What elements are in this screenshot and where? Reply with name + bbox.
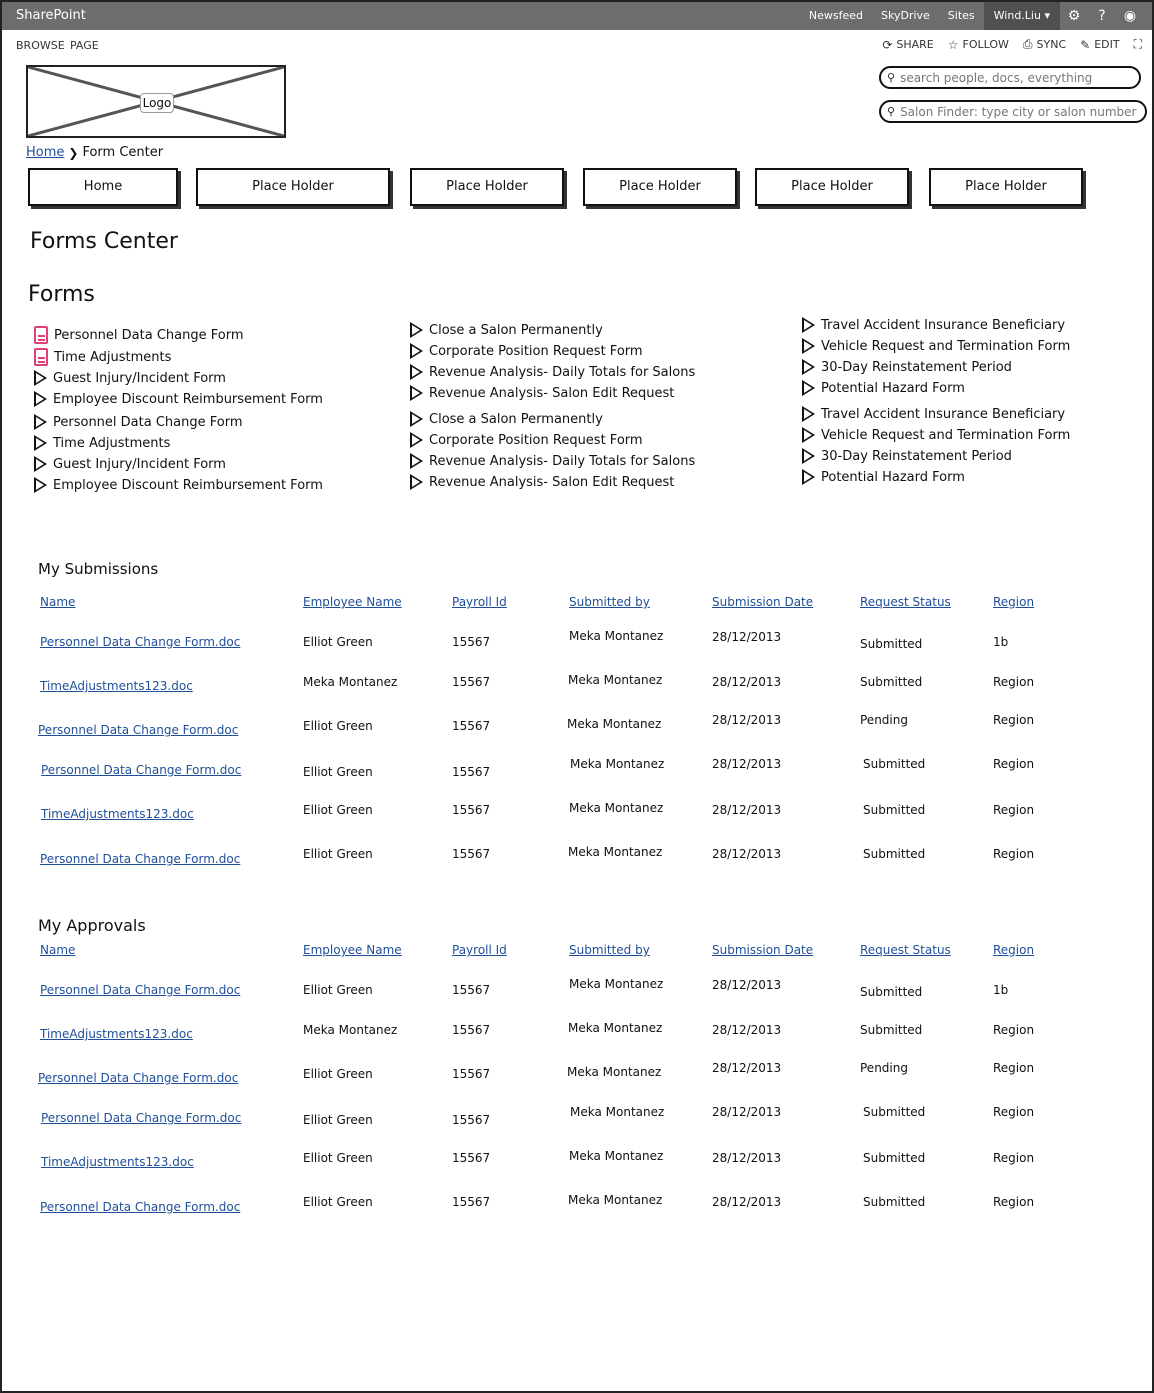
header-col-name[interactable]: Name: [40, 595, 76, 609]
breadcrumb-home-link[interactable]: Home: [26, 145, 65, 160]
document-icon: [34, 348, 48, 366]
file-link[interactable]: Personnel Data Change Form.doc: [40, 1200, 241, 1214]
triangle-icon: [34, 435, 47, 451]
form-link[interactable]: [34, 348, 171, 366]
forms-heading: Forms: [28, 282, 95, 307]
file-link[interactable]: TimeAdjustments123.doc: [41, 1155, 194, 1169]
form-link-label: Personnel Data Change Form: [54, 327, 244, 343]
submission-date-cell: 28/12/2013: [712, 847, 782, 861]
site-logo[interactable]: [26, 65, 286, 138]
form-link[interactable]: [802, 338, 1070, 354]
submission-date-cell: 28/12/2013: [712, 1105, 782, 1119]
form-link[interactable]: [802, 380, 965, 396]
triangle-icon: [34, 370, 47, 386]
submission-date-cell: 28/12/2013: [712, 1195, 782, 1209]
file-link[interactable]: Personnel Data Change Form.doc: [40, 983, 241, 997]
form-link[interactable]: [410, 343, 643, 359]
region-cell: Region: [993, 757, 1035, 771]
employee-name-cell: Elliot Green: [303, 803, 373, 817]
submission-date-cell: 28/12/2013: [712, 803, 782, 817]
submission-date-cell: 28/12/2013: [712, 713, 782, 727]
header-col-submission-date[interactable]: Submission Date: [712, 943, 814, 957]
site-search-input[interactable]: [879, 66, 1141, 89]
triangle-icon: [802, 406, 815, 422]
form-link-label: Time Adjustments: [54, 349, 172, 365]
form-link-label: Vehicle Request and Termination Form: [821, 427, 1071, 443]
form-link[interactable]: [34, 370, 226, 386]
submission-date-cell: 28/12/2013: [712, 1023, 782, 1037]
help-icon[interactable]: ?: [1098, 8, 1106, 24]
file-link[interactable]: Personnel Data Change Form.doc: [41, 763, 242, 777]
submitted-by-cell: Meka Montanez: [568, 673, 663, 687]
star-icon: ☆: [947, 37, 959, 52]
share-label: SHARE: [896, 38, 934, 51]
file-link[interactable]: Personnel Data Change Form.doc: [38, 723, 239, 737]
triangle-icon: [802, 380, 815, 396]
form-link-label: Vehicle Request and Termination Form: [821, 338, 1071, 354]
employee-name-cell: Meka Montanez: [303, 675, 398, 689]
employee-name-cell: Elliot Green: [303, 719, 373, 733]
header-col-employee-name[interactable]: Employee Name: [303, 943, 402, 957]
region-cell: Region: [993, 675, 1035, 689]
salon-finder-placeholder: Salon Finder: type city or salon number: [900, 104, 1137, 119]
document-icon: [34, 326, 48, 344]
triangle-icon: [410, 322, 423, 338]
nav-placeholder-1[interactable]: Place Holder: [196, 168, 390, 206]
sync-label: SYNC: [1036, 38, 1067, 51]
form-link[interactable]: [802, 359, 1012, 375]
form-link-label: Revenue Analysis- Daily Totals for Salons: [429, 453, 696, 469]
follow-button[interactable]: [948, 38, 1009, 52]
form-link-label: Revenue Analysis- Salon Edit Request: [429, 474, 675, 490]
follow-label: FOLLOW: [962, 38, 1009, 51]
payroll-id-cell: 15567: [452, 675, 491, 689]
form-link[interactable]: [802, 469, 965, 485]
file-link[interactable]: TimeAdjustments123.doc: [40, 679, 193, 693]
breadcrumb: [26, 145, 163, 160]
form-link[interactable]: [410, 432, 643, 448]
submitted-by-cell: Meka Montanez: [568, 845, 663, 859]
skydrive-link[interactable]: SkyDrive: [881, 9, 930, 22]
edit-label: EDIT: [1094, 38, 1120, 51]
header-col-payroll-id[interactable]: Payroll Id: [452, 595, 507, 609]
edit-button[interactable]: [1080, 38, 1119, 52]
submission-date-cell: 28/12/2013: [712, 675, 782, 689]
file-link[interactable]: Personnel Data Change Form.doc: [40, 635, 241, 649]
form-link-label: Corporate Position Request Form: [429, 343, 643, 359]
payroll-id-cell: 15567: [452, 1023, 491, 1037]
employee-name-cell: Elliot Green: [303, 847, 373, 861]
form-link[interactable]: [34, 391, 323, 407]
request-status-cell: Submitted: [863, 803, 926, 817]
region-cell: Region: [993, 1023, 1035, 1037]
request-status-cell: Submitted: [863, 847, 926, 861]
triangle-icon: [802, 469, 815, 485]
form-link-label: 30-Day Reinstatement Period: [821, 359, 1012, 375]
request-status-cell: Submitted: [860, 675, 923, 689]
user-name: Wind.Liu: [993, 9, 1041, 22]
suite-bar: [2, 2, 1152, 30]
employee-name-cell: Elliot Green: [303, 765, 373, 779]
brand-label[interactable]: SharePoint: [16, 8, 86, 23]
form-link[interactable]: [410, 385, 674, 401]
file-link[interactable]: Personnel Data Change Form.doc: [40, 852, 241, 866]
submitted-by-cell: Meka Montanez: [569, 1149, 664, 1163]
form-link[interactable]: [802, 427, 1070, 443]
request-status-cell: Submitted: [863, 757, 926, 771]
site-search-placeholder: search people, docs, everything: [900, 70, 1093, 85]
header-col-submission-date[interactable]: Submission Date: [712, 595, 814, 609]
submissions-heading: My Submissions: [38, 560, 159, 578]
file-link[interactable]: TimeAdjustments123.doc: [40, 1027, 193, 1041]
form-link-label: Time Adjustments: [53, 435, 171, 451]
region-cell: Region: [993, 1195, 1035, 1209]
search-icon: ⚲: [887, 71, 896, 84]
payroll-id-cell: 15567: [452, 1195, 491, 1209]
chevron-down-icon: ▾: [1044, 9, 1050, 22]
region-cell: Region: [993, 847, 1035, 861]
share-button[interactable]: [882, 38, 933, 52]
request-status-cell: Submitted: [863, 1195, 926, 1209]
form-link[interactable]: [34, 456, 226, 472]
form-link-label: Potential Hazard Form: [821, 469, 965, 485]
submitted-by-cell: Meka Montanez: [568, 1021, 663, 1035]
payroll-id-cell: 15567: [452, 803, 491, 817]
region-cell: Region: [993, 1151, 1035, 1165]
form-link-label: Potential Hazard Form: [821, 380, 965, 396]
form-link-label: Personnel Data Change Form: [53, 414, 243, 430]
employee-name-cell: Elliot Green: [303, 983, 373, 997]
triangle-icon: [410, 343, 423, 359]
form-link-label: Guest Injury/Incident Form: [53, 370, 226, 386]
breadcrumb-current: Form Center: [82, 145, 164, 160]
form-link-label: Employee Discount Reimbursement Form: [53, 477, 323, 493]
submission-date-cell: 28/12/2013: [712, 978, 782, 992]
request-status-cell: Pending: [860, 1061, 908, 1075]
triangle-icon: [410, 432, 423, 448]
header-col-region[interactable]: Region: [993, 595, 1035, 609]
triangle-icon: [410, 364, 423, 380]
gear-icon[interactable]: ⚙: [1067, 8, 1081, 24]
tab-page[interactable]: PAGE: [70, 39, 99, 52]
employee-name-cell: Elliot Green: [303, 1067, 373, 1081]
region-cell: 1b: [993, 983, 1009, 997]
user-menu[interactable]: [984, 2, 1060, 30]
region-cell: Region: [993, 713, 1035, 727]
triangle-icon: [410, 385, 423, 401]
nav-placeholder-2[interactable]: Place Holder: [410, 168, 564, 206]
submission-date-cell: 28/12/2013: [712, 757, 782, 771]
form-link[interactable]: [34, 435, 170, 451]
triangle-icon: [34, 414, 47, 430]
payroll-id-cell: 15567: [452, 1151, 491, 1165]
header-col-submitted-by[interactable]: Submitted by: [569, 943, 650, 957]
salon-finder-input[interactable]: [879, 100, 1147, 123]
request-status-cell: Submitted: [863, 1105, 926, 1119]
request-status-cell: Submitted: [860, 1023, 923, 1037]
fullscreen-button[interactable]: [1134, 37, 1142, 52]
employee-name-cell: Meka Montanez: [303, 1023, 398, 1037]
fullscreen-icon: ⛶: [1133, 37, 1142, 51]
triangle-icon: [802, 317, 815, 333]
form-link[interactable]: [34, 414, 243, 430]
triangle-icon: [34, 477, 47, 493]
triangle-icon: [802, 427, 815, 443]
payroll-id-cell: 15567: [452, 719, 491, 733]
submitted-by-cell: Meka Montanez: [570, 757, 665, 771]
nav-placeholder-5[interactable]: Place Holder: [929, 168, 1083, 206]
submitted-by-cell: Meka Montanez: [568, 1193, 663, 1207]
tab-browse[interactable]: BROWSE: [16, 39, 65, 52]
submitted-by-cell: Meka Montanez: [569, 801, 664, 815]
payroll-id-cell: 15567: [452, 1113, 491, 1127]
submitted-by-cell: Meka Montanez: [567, 1065, 662, 1079]
form-link-label: 30-Day Reinstatement Period: [821, 448, 1012, 464]
header-col-payroll-id[interactable]: Payroll Id: [452, 943, 507, 957]
submitted-by-cell: Meka Montanez: [569, 629, 664, 643]
edit-icon: ✎: [1080, 37, 1091, 52]
payroll-id-cell: 15567: [452, 635, 491, 649]
form-link-label: Corporate Position Request Form: [429, 432, 643, 448]
region-cell: Region: [993, 803, 1035, 817]
form-link-label: Revenue Analysis- Daily Totals for Salons: [429, 364, 696, 380]
request-status-cell: Submitted: [860, 985, 923, 999]
triangle-icon: [410, 453, 423, 469]
approvals-heading: My Approvals: [38, 916, 146, 935]
form-link[interactable]: [410, 322, 603, 338]
file-link[interactable]: TimeAdjustments123.doc: [41, 807, 194, 821]
logo-label: Logo: [140, 93, 174, 113]
file-link[interactable]: Personnel Data Change Form.doc: [41, 1111, 242, 1125]
form-link[interactable]: [34, 477, 323, 493]
employee-name-cell: Elliot Green: [303, 1151, 373, 1165]
triangle-icon: [410, 411, 423, 427]
triangle-icon: [34, 456, 47, 472]
region-cell: Region: [993, 1105, 1035, 1119]
form-link-label: Guest Injury/Incident Form: [53, 456, 226, 472]
form-link[interactable]: [34, 326, 244, 344]
header-col-request-status[interactable]: Request Status: [860, 595, 951, 609]
triangle-icon: [802, 448, 815, 464]
header-col-name[interactable]: Name: [40, 943, 76, 957]
chevron-right-icon: ❯: [68, 145, 79, 160]
payroll-id-cell: 15567: [452, 1067, 491, 1081]
request-status-cell: Submitted: [863, 1151, 926, 1165]
form-link-label: Close a Salon Permanently: [429, 322, 603, 338]
request-status-cell: Pending: [860, 713, 908, 727]
nav-home[interactable]: Home: [28, 168, 178, 206]
form-link[interactable]: [410, 474, 674, 490]
triangle-icon: [802, 359, 815, 375]
form-link[interactable]: [410, 453, 695, 469]
submitted-by-cell: Meka Montanez: [567, 717, 662, 731]
form-link-label: Travel Accident Insurance Beneficiary: [821, 317, 1066, 333]
sites-link[interactable]: Sites: [947, 9, 975, 22]
header-col-request-status[interactable]: Request Status: [860, 943, 951, 957]
region-cell: Region: [993, 1061, 1035, 1075]
region-cell: 1b: [993, 635, 1009, 649]
share-icon: ⟳: [882, 37, 893, 52]
employee-name-cell: Elliot Green: [303, 635, 373, 649]
newsfeed-link[interactable]: Newsfeed: [808, 9, 863, 22]
header-col-region[interactable]: Region: [993, 943, 1035, 957]
globe-icon[interactable]: ◉: [1123, 8, 1137, 24]
employee-name-cell: Elliot Green: [303, 1113, 373, 1127]
nav-placeholder-4[interactable]: Place Holder: [755, 168, 909, 206]
sync-icon: ⎙: [1022, 37, 1033, 51]
form-link-label: Close a Salon Permanently: [429, 411, 603, 427]
triangle-icon: [34, 391, 47, 407]
payroll-id-cell: 15567: [452, 765, 491, 779]
form-link-label: Revenue Analysis- Salon Edit Request: [429, 385, 675, 401]
submission-date-cell: 28/12/2013: [712, 1151, 782, 1165]
header-col-submitted-by[interactable]: Submitted by: [569, 595, 650, 609]
form-link[interactable]: [802, 406, 1065, 422]
submission-date-cell: 28/12/2013: [712, 1061, 782, 1075]
request-status-cell: Submitted: [860, 637, 923, 651]
payroll-id-cell: 15567: [452, 983, 491, 997]
form-link-label: Employee Discount Reimbursement Form: [53, 391, 323, 407]
suite-links: [800, 2, 1144, 30]
page-title: Forms Center: [30, 229, 178, 254]
header-col-employee-name[interactable]: Employee Name: [303, 595, 402, 609]
submitted-by-cell: Meka Montanez: [570, 1105, 665, 1119]
ribbon-actions: [882, 37, 1142, 52]
form-link[interactable]: [410, 411, 603, 427]
triangle-icon: [410, 474, 423, 490]
ribbon: [2, 32, 1152, 58]
submitted-by-cell: Meka Montanez: [569, 977, 664, 991]
form-link[interactable]: [802, 317, 1065, 333]
sync-button[interactable]: [1023, 37, 1066, 52]
file-link[interactable]: Personnel Data Change Form.doc: [38, 1071, 239, 1085]
form-link[interactable]: [410, 364, 695, 380]
submission-date-cell: 28/12/2013: [712, 630, 782, 644]
employee-name-cell: Elliot Green: [303, 1195, 373, 1209]
payroll-id-cell: 15567: [452, 847, 491, 861]
nav-placeholder-3[interactable]: Place Holder: [583, 168, 737, 206]
search-icon: ⚲: [887, 105, 896, 118]
form-link[interactable]: [802, 448, 1012, 464]
form-link-label: Travel Accident Insurance Beneficiary: [821, 406, 1066, 422]
triangle-icon: [802, 338, 815, 354]
